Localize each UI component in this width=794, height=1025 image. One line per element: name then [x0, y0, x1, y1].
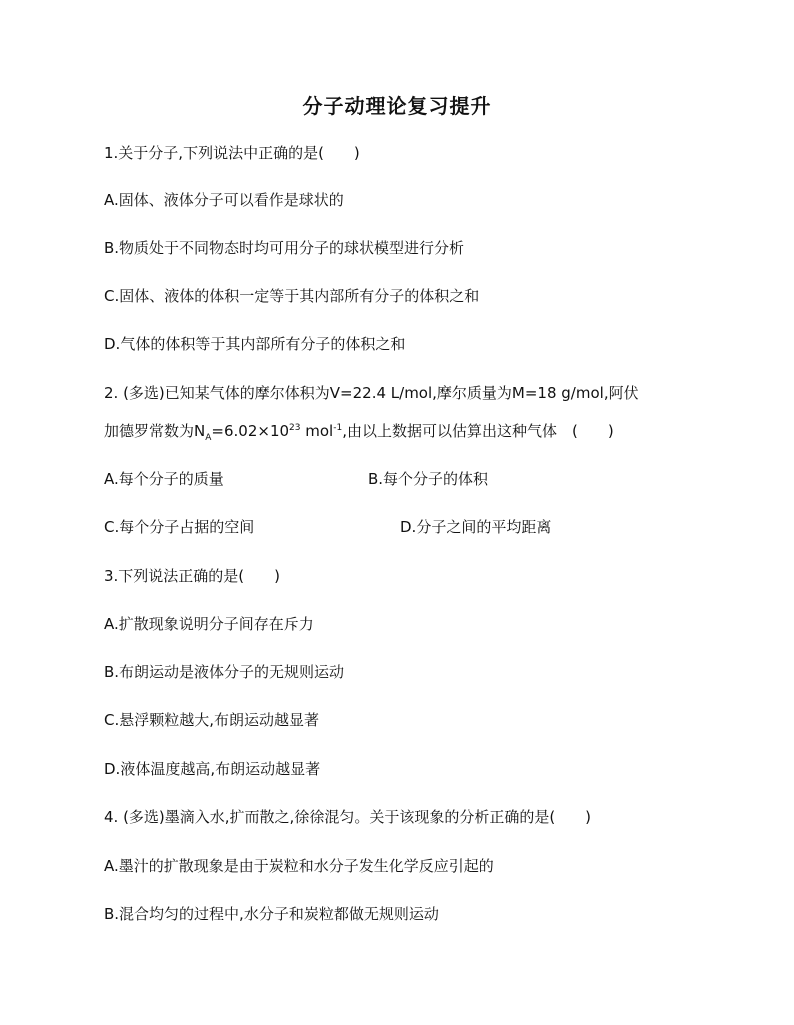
- question-3-option-c: C.悬浮颗粒越大,布朗运动越显著: [104, 711, 320, 729]
- question-2-stem-line1: 2. (多选)已知某气体的摩尔体积为V=22.4 L/mol,摩尔质量为M=18 g/mol,阿伏: [104, 384, 639, 402]
- question-3-option-b: B.布朗运动是液体分子的无规则运动: [104, 663, 345, 681]
- question-2-option-c: C.每个分子占据的空间: [104, 518, 255, 536]
- unit-exponent-superscript: -1: [333, 423, 343, 433]
- question-1-option-d: D.气体的体积等于其内部所有分子的体积之和: [104, 335, 406, 353]
- question-1-option-b: B.物质处于不同物态时均可用分子的球状模型进行分析: [104, 239, 465, 257]
- avogadro-subscript: A: [205, 433, 212, 443]
- page-title: 分子动理论复习提升: [302, 94, 492, 118]
- question-1-option-c: C.固体、液体的体积一定等于其内部所有分子的体积之和: [104, 287, 480, 305]
- question-1-option-a: A.固体、液体分子可以看作是球状的: [104, 191, 344, 209]
- question-2-option-a: A.每个分子的质量: [104, 470, 224, 488]
- question-2-stem-tail: ,由以上数据可以估算出这种气体 ( ): [342, 422, 614, 440]
- question-2-stem-line2: [104, 421, 614, 441]
- question-3-stem: 3.下列说法正确的是( ): [104, 567, 281, 585]
- exponent-superscript: 23: [289, 423, 301, 433]
- question-2-stem-text: 加德罗常数为N: [104, 422, 206, 440]
- question-4-option-a: A.墨汁的扩散现象是由于炭粒和水分子发生化学反应引起的: [104, 857, 494, 875]
- question-2-stem-value: =6.02×10: [211, 422, 290, 440]
- question-4-option-b: B.混合均匀的过程中,水分子和炭粒都做无规则运动: [104, 905, 439, 923]
- question-4-stem: 4. (多选)墨滴入水,扩而散之,徐徐混匀。关于该现象的分析正确的是( ): [104, 808, 592, 826]
- question-3-option-a: A.扩散现象说明分子间存在斥力: [104, 615, 314, 633]
- question-3-option-d: D.液体温度越高,布朗运动越显著: [104, 760, 321, 778]
- question-2-option-b: B.每个分子的体积: [368, 470, 489, 488]
- question-1-stem: 1.关于分子,下列说法中正确的是( ): [104, 144, 360, 162]
- question-2-stem-unit: mol: [300, 422, 334, 440]
- question-2-option-d: D.分子之间的平均距离: [400, 518, 552, 536]
